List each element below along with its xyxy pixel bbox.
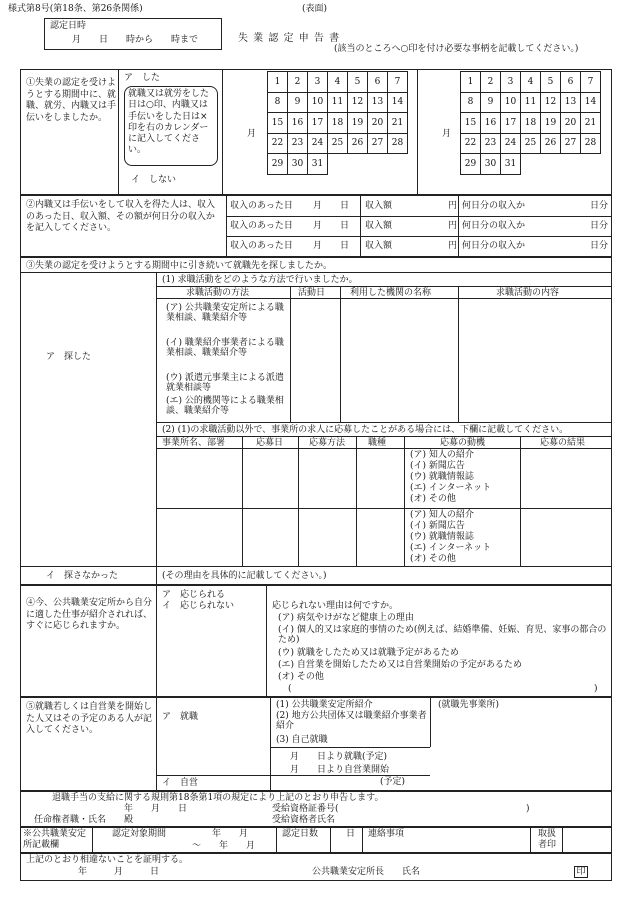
income-day-label: 収入のあった日 — [230, 201, 293, 211]
office-chief-field[interactable]: 公共職業安定所長 氏名 — [312, 867, 421, 877]
method-option[interactable]: (ウ) 派遣元事業主による派遣就業相談等 — [166, 373, 284, 394]
cal2-day[interactable]: 15 — [461, 113, 481, 134]
q3-sub1-title: (1) 求職活動をどのような方法で行いましたか。 — [162, 275, 358, 285]
officer-field[interactable]: 任命権者職・氏名 殿 — [34, 815, 134, 825]
declaration-date[interactable]: 年 月 日 — [124, 804, 188, 814]
income-amount-field[interactable]: 円 — [448, 241, 458, 251]
cal1-day[interactable]: 31 — [308, 154, 328, 175]
cal1-day[interactable]: 8 — [268, 92, 288, 113]
motive-option[interactable]: (エ) インターネット — [410, 543, 492, 553]
cal2-day[interactable]: 22 — [461, 133, 481, 154]
cal1-day[interactable]: 16 — [288, 113, 308, 134]
cal1-day[interactable]: 26 — [348, 133, 368, 154]
cal2-day[interactable]: 29 — [461, 154, 481, 175]
motive-option[interactable]: (ア) 知人の紹介 — [410, 450, 474, 460]
cal1-day[interactable]: 13 — [368, 92, 388, 113]
income-day-field[interactable]: 月 日 — [313, 201, 350, 211]
cal1-day[interactable]: 10 — [308, 92, 328, 113]
income-day-label: 収入のあった日 — [230, 221, 293, 231]
calendar-month-2 — [460, 71, 601, 175]
income-amount-field[interactable]: 円 — [448, 201, 458, 211]
income-days-field[interactable]: 日分 — [590, 201, 609, 211]
cal1-day[interactable]: 30 — [288, 154, 308, 175]
q3-option-not-searched[interactable]: イ 探さなかった — [46, 571, 119, 581]
cal1-day[interactable]: 4 — [328, 72, 348, 93]
employer-label[interactable]: (就職先事業所) — [438, 700, 500, 710]
s2-head-motive: 応募の動機 — [440, 438, 486, 448]
q2-question: ②内職又は手伝いをして収入を得た人は、収入のあった日、収入額、その額が何日分の収入かを記入してください。 — [26, 200, 216, 234]
method-option[interactable]: (エ) 公的機関等による職業相談、職業紹介等 — [166, 396, 284, 417]
applicant-name-field[interactable]: 受給資格者氏名 — [272, 815, 336, 825]
s1-head-content: 求職活動の内容 — [496, 288, 560, 298]
cal1-day[interactable]: 29 — [268, 154, 288, 175]
q4-option-yes[interactable]: ア 応じられる — [162, 590, 226, 600]
contact-label: 連絡事項 — [368, 829, 405, 839]
calendar2-month-label[interactable]: 月 — [442, 129, 452, 139]
cal1-day[interactable]: 21 — [388, 113, 408, 134]
cal1-day[interactable]: 9 — [288, 92, 308, 113]
handler-seal-label: 取扱者印 — [538, 829, 557, 850]
s2-head-result: 応募の結果 — [540, 438, 586, 448]
cal1-day[interactable]: 17 — [308, 113, 328, 134]
cal1-day[interactable]: 12 — [348, 92, 368, 113]
cal1-day[interactable]: 11 — [328, 92, 348, 113]
cal2-day[interactable]: 6 — [561, 72, 581, 93]
q1-question: ①失業の認定を受けようとする期間中に、就職、就労、内職又は手伝いをしましたか。 — [26, 78, 117, 124]
route-option[interactable]: (2) 地方公共団体又は職業紹介事業者紹介 — [276, 711, 427, 732]
cal2-day[interactable]: 3 — [501, 72, 521, 93]
cal1-day[interactable]: 22 — [268, 133, 288, 154]
reason-option[interactable]: (エ) 自営業を開始したため又は自営業開始の予定があるため — [278, 660, 522, 670]
reason-option[interactable]: (オ) その他 — [278, 672, 324, 682]
cal2-day[interactable]: 11 — [521, 92, 541, 113]
motive-option[interactable]: (ウ) 就職情報誌 — [410, 532, 474, 542]
q1-option-did-not[interactable]: イ しない — [131, 175, 177, 185]
method-option[interactable]: (イ) 職業紹介事業者による職業相談、職業紹介等 — [166, 338, 284, 359]
q3-option-searched[interactable]: ア 探した — [46, 352, 92, 362]
method-option[interactable]: (ア) 公共職業安定所による職業相談、職業紹介等 — [166, 303, 284, 324]
cal2-day[interactable]: 4 — [521, 72, 541, 93]
cal2-day[interactable]: 31 — [501, 154, 521, 175]
cal1-day[interactable]: 6 — [368, 72, 388, 93]
cal2-day[interactable]: 25 — [521, 133, 541, 154]
motive-option[interactable]: (オ) その他 — [410, 554, 456, 564]
cal1-day[interactable]: 23 — [288, 133, 308, 154]
income-days-field[interactable]: 日分 — [590, 221, 609, 231]
cal2-day[interactable]: 14 — [581, 92, 601, 113]
cal2-day[interactable]: 8 — [461, 92, 481, 113]
cal1-day[interactable]: 5 — [348, 72, 368, 93]
motive-option[interactable]: (ウ) 就職情報誌 — [410, 472, 474, 482]
period-from[interactable]: 年 月 — [212, 829, 249, 839]
cal1-day[interactable]: 18 — [328, 113, 348, 134]
seal-mark: 印 — [574, 866, 588, 878]
motive-option[interactable]: (イ) 新聞広告 — [410, 521, 465, 531]
cal1-day[interactable]: 19 — [348, 113, 368, 134]
cal2-day[interactable]: 20 — [561, 113, 581, 134]
job-start-date[interactable]: 月 日より就職(予定) — [290, 752, 388, 762]
period-to[interactable]: ～ 年 月 — [192, 841, 256, 851]
certification-text: 上記のとおり相違ないことを証明する。 — [26, 855, 189, 865]
cal2-day[interactable]: 18 — [521, 113, 541, 134]
q3-section — [20, 257, 612, 585]
cal2-day[interactable]: 21 — [581, 113, 601, 134]
income-day-label: 収入のあった日 — [230, 241, 293, 251]
office-use-label: ※公共職業安定所記載欄 — [23, 829, 87, 850]
s2-head-method: 応募方法 — [309, 438, 346, 448]
cal1-day[interactable]: 27 — [368, 133, 388, 154]
cal2-day[interactable]: 5 — [541, 72, 561, 93]
q4-option-no[interactable]: イ 応じられない — [162, 601, 235, 611]
q1-option-did[interactable]: ア した — [124, 73, 161, 83]
s1-head-date: 活動日 — [298, 288, 326, 298]
cal2-day[interactable]: 30 — [481, 154, 501, 175]
route-option[interactable]: (3) 自己就職 — [276, 735, 328, 745]
q5-option-self-employed[interactable]: イ 自営 — [162, 778, 199, 788]
cal2-day[interactable]: 13 — [561, 92, 581, 113]
calendar-month-1 — [267, 71, 408, 175]
side-label: (表面) — [302, 4, 328, 14]
page-title: 失 業 認 定 申 告 書 — [238, 33, 341, 44]
instruction-note: (該当のところへ○印を付け必要な事柄を記載してください。) — [334, 44, 579, 54]
cal2-day[interactable]: 10 — [501, 92, 521, 113]
route-option[interactable]: (1) 公共職業安定所紹介 — [276, 700, 373, 710]
certificate-close-paren: ) — [526, 804, 530, 814]
cal2-day[interactable]: 17 — [501, 113, 521, 134]
days-label: 認定日数 — [282, 829, 319, 839]
cal2-day[interactable]: 28 — [581, 133, 601, 154]
days-field[interactable]: 日 — [346, 829, 356, 839]
cal1-day[interactable]: 15 — [268, 113, 288, 134]
declaration-text: 退職手当の支給に関する規則第18条第1項の規定により上記のとおり申告します。 — [52, 793, 384, 803]
cal1-day[interactable]: 20 — [368, 113, 388, 134]
other-paren-open: ( — [288, 684, 292, 694]
cal1-day[interactable]: 25 — [328, 133, 348, 154]
cal2-day[interactable]: 19 — [541, 113, 561, 134]
reason-option[interactable]: (ウ) 就職をしたため又は就職予定があるため — [278, 648, 459, 658]
motive-option[interactable]: (エ) インターネット — [410, 483, 492, 493]
form-number: 様式第8号(第18条、第26条関係) — [8, 4, 143, 14]
self-start-date[interactable]: 月 日より自営業開始 — [290, 765, 390, 775]
income-days-label: 何日分の収入か — [462, 221, 526, 231]
income-days-label: 何日分の収入か — [462, 241, 526, 251]
income-day-field[interactable]: 月 日 — [313, 241, 350, 251]
certificate-number-field[interactable]: 受給資格証番号( — [272, 804, 339, 814]
s1-head-agency: 利用した機関の名称 — [350, 288, 432, 298]
income-amount-label: 収入額 — [365, 241, 393, 251]
income-days-label: 何日分の収入か — [462, 201, 526, 211]
cal2-day[interactable]: 26 — [541, 133, 561, 154]
q3-no-reason-field[interactable]: (その理由を具体的に記載してください。) — [162, 571, 327, 581]
income-amount-label: 収入額 — [365, 221, 393, 231]
other-paren-close: ) — [594, 684, 598, 694]
q5-option-employed[interactable]: ア 就職 — [162, 712, 199, 722]
s1-head-method: 求職活動の方法 — [186, 288, 250, 298]
s2-head-job: 職種 — [368, 438, 387, 448]
cal2-day[interactable]: 24 — [501, 133, 521, 154]
period-label: 認定対象期間 — [112, 829, 167, 839]
cal2-day[interactable]: 7 — [581, 72, 601, 93]
income-days-field[interactable]: 日分 — [590, 241, 609, 251]
self-start-planned: (予定) — [380, 777, 406, 787]
cal1-day[interactable]: 28 — [388, 133, 408, 154]
cal1-day[interactable]: 3 — [308, 72, 328, 93]
cal2-day[interactable]: 16 — [481, 113, 501, 134]
certification-date[interactable]: 年 月 日 — [78, 867, 160, 877]
cal2-day[interactable]: 23 — [481, 133, 501, 154]
date-label: 認定日時 — [50, 21, 87, 31]
motive-option[interactable]: (オ) その他 — [410, 494, 456, 504]
cal2-day[interactable]: 2 — [481, 72, 501, 93]
cal1-day[interactable]: 7 — [388, 72, 408, 93]
q4-reason-question: 応じられない理由は何ですか。 — [272, 601, 399, 611]
income-amount-label: 収入額 — [365, 201, 393, 211]
cal2-day[interactable]: 27 — [561, 133, 581, 154]
cal1-day[interactable]: 14 — [388, 92, 408, 113]
cal1-day[interactable]: 24 — [308, 133, 328, 154]
q1-hint: 就職又は就労をした日は○印、内職又は手伝いをした日は×印を右のカレンダーに記入してください。 — [128, 89, 210, 156]
motive-option[interactable]: (イ) 新聞広告 — [410, 461, 465, 471]
reason-option[interactable]: (イ) 個人的又は家庭的事情のため(例えば、結婚準備、妊娠、育児、家事の都合のため) — [278, 625, 607, 646]
income-amount-field[interactable]: 円 — [448, 221, 458, 231]
q3-question: ③失業の認定を受けようとする期間中に引き続いて就職先を探しましたか。 — [26, 261, 333, 271]
s2-head-employer: 事業所名、部署 — [162, 438, 226, 448]
date-row[interactable]: 月 日 時から 時まで — [72, 35, 199, 45]
cal2-day[interactable]: 9 — [481, 92, 501, 113]
q4-question: ④今、公共職業安定所から自分に適した仕事が紹介されれば、すぐに応じられますか。 — [26, 598, 153, 632]
cal1-day[interactable]: 1 — [268, 72, 288, 93]
motive-option[interactable]: (ア) 知人の紹介 — [410, 510, 474, 520]
cal1-day[interactable]: 2 — [288, 72, 308, 93]
calendar1-month-label[interactable]: 月 — [247, 129, 257, 139]
reason-option[interactable]: (ア) 病気やけがなど健康上の理由 — [278, 613, 414, 623]
cal2-day[interactable]: 12 — [541, 92, 561, 113]
cal2-day[interactable]: 1 — [461, 72, 481, 93]
s2-head-date: 応募日 — [256, 438, 284, 448]
income-day-field[interactable]: 月 日 — [313, 221, 350, 231]
q5-question: ⑤就職若しくは自営業を開始した人又はその予定のある人が記入してください。 — [26, 702, 153, 736]
q3-sub2-title: (2) (1)の求職活動以外で、事業所の求人に応募したことがある場合には、下欄に記載してください。 — [162, 425, 569, 435]
